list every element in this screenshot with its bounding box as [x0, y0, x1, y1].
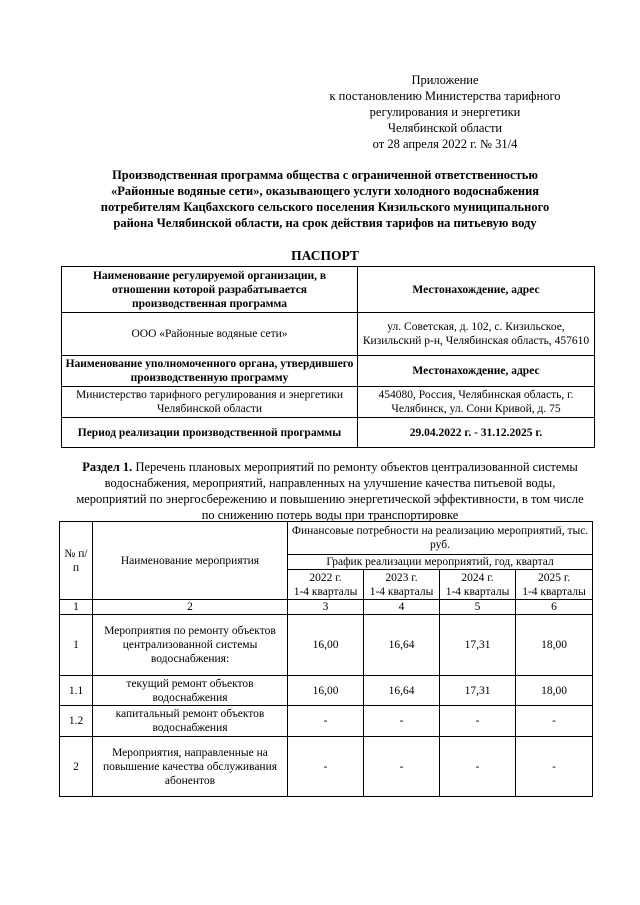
period-header-cell: Период реализации производственной программы	[62, 418, 358, 448]
quarters-label: 1-4 кварталы	[522, 585, 586, 598]
row-num: 1.1	[60, 676, 93, 706]
section-label: Раздел 1.	[82, 460, 133, 474]
org-name-cell: ООО «Районные водяные сети»	[62, 313, 358, 356]
appendix-line: к постановлению Министерства тарифного	[329, 89, 561, 103]
row-value: 17,31	[440, 676, 516, 706]
section-1-heading	[70, 459, 590, 523]
table-row	[60, 737, 593, 797]
year-label: 2023 г.	[385, 571, 418, 584]
passport-table	[61, 266, 595, 448]
row-value: 18,00	[516, 615, 593, 676]
period-value-cell: 29.04.2022 г. - 31.12.2025 г.	[358, 418, 595, 448]
appendix-line: от 28 апреля 2022 г. № 31/4	[372, 137, 518, 151]
row-value: -	[288, 737, 364, 797]
quarters-label: 1-4 кварталы	[445, 585, 510, 598]
row-value: 17,31	[440, 615, 516, 676]
appendix-line: Челябинской области	[387, 121, 503, 135]
row-name: Мероприятия по ремонту объектов централизованной системы водоснабжения:	[93, 615, 288, 676]
row-value: -	[364, 737, 440, 797]
row-num: 1	[60, 615, 93, 676]
table-row	[60, 676, 593, 706]
row-num: 2	[60, 737, 93, 797]
row-value: -	[440, 737, 516, 797]
title-line: Производственная программа общества с ограниченной ответственностью	[112, 168, 538, 182]
quarters-label: 1-4 кварталы	[293, 585, 358, 598]
row-name: Мероприятия, направленные на повышение качества обслуживания абонентов	[93, 737, 288, 797]
authority-name-cell: Министерство тарифного регулирования и энергетики Челябинской области	[62, 387, 358, 418]
table-row	[60, 615, 593, 676]
year-label: 2025 г.	[537, 571, 571, 584]
index-cell: 2	[93, 600, 288, 615]
year-header-2025	[516, 570, 593, 600]
row-value: 16,00	[288, 615, 364, 676]
finance-header: Финансовые потребности на реализацию мероприятий, тыс. руб.	[288, 522, 593, 555]
quarters-label: 1-4 кварталы	[369, 585, 434, 598]
authority-address-cell: 454080, Россия, Челябинская область, г. Челябинск, ул. Сони Кривой, д. 75	[358, 387, 595, 418]
plan-table	[59, 521, 593, 797]
index-cell: 3	[288, 600, 364, 615]
index-row	[60, 600, 593, 615]
appendix-line: Приложение	[411, 73, 479, 87]
index-cell: 6	[516, 600, 593, 615]
title-line: района Челябинской области, на срок действия тарифов на питьевую воду	[113, 216, 537, 230]
row-value: -	[440, 706, 516, 737]
row-value: 18,00	[516, 676, 593, 706]
row-value: 16,00	[288, 676, 364, 706]
section-text: Перечень плановых мероприятий по ремонту объектов централизованной системы водоснабжения, мероприятий, направленных на улучшение качества питьевой воды, мероприятий по энергосбережению и повышению энергетической эффективности, в том числе по снижению потерь воды при транспортировке	[76, 460, 584, 522]
row-name: капитальный ремонт объектов водоснабжения	[93, 706, 288, 737]
title-line: потребителям Кацбахского сельского поселения Кизильского муниципального	[100, 200, 550, 214]
year-header-2023	[364, 570, 440, 600]
row-value: 16,64	[364, 676, 440, 706]
table-row	[60, 706, 593, 737]
row-value: -	[288, 706, 364, 737]
authority-header-cell: Наименование уполномоченного органа, утвердившего производственную программу	[62, 356, 358, 387]
authority-location-header-cell: Местонахождение, адрес	[358, 356, 595, 387]
appendix-line: регулирования и энергетики	[369, 105, 521, 119]
index-cell: 5	[440, 600, 516, 615]
row-value: -	[516, 737, 593, 797]
document-title	[60, 167, 590, 231]
year-header-2024	[440, 570, 516, 600]
row-value: -	[364, 706, 440, 737]
index-cell: 1	[60, 600, 93, 615]
title-line: «Районные водяные сети», оказывающего услуги холодного водоснабжения	[110, 184, 540, 198]
col-header-name: Наименование мероприятия	[93, 522, 288, 600]
row-value: 16,64	[364, 615, 440, 676]
row-num: 1.2	[60, 706, 93, 737]
col-header-num: № п/п	[60, 522, 93, 600]
appendix-block	[300, 72, 590, 152]
year-label: 2024 г.	[461, 571, 494, 584]
passport-heading: ПАСПОРТ	[291, 248, 359, 263]
year-header-2022	[288, 570, 364, 600]
schedule-header: График реализации мероприятий, год, квартал	[288, 555, 593, 570]
row-name: текущий ремонт объектов водоснабжения	[93, 676, 288, 706]
org-header-cell: Наименование регулируемой организации, в отношении которой разрабатывается производственная программа	[62, 267, 358, 313]
location-header-cell: Местонахождение, адрес	[358, 267, 595, 313]
row-value: -	[516, 706, 593, 737]
org-address-cell: ул. Советская, д. 102, с. Кизильское, Кизильский р-н, Челябинская область, 457610	[358, 313, 595, 356]
year-label: 2022 г.	[309, 571, 342, 584]
index-cell: 4	[364, 600, 440, 615]
